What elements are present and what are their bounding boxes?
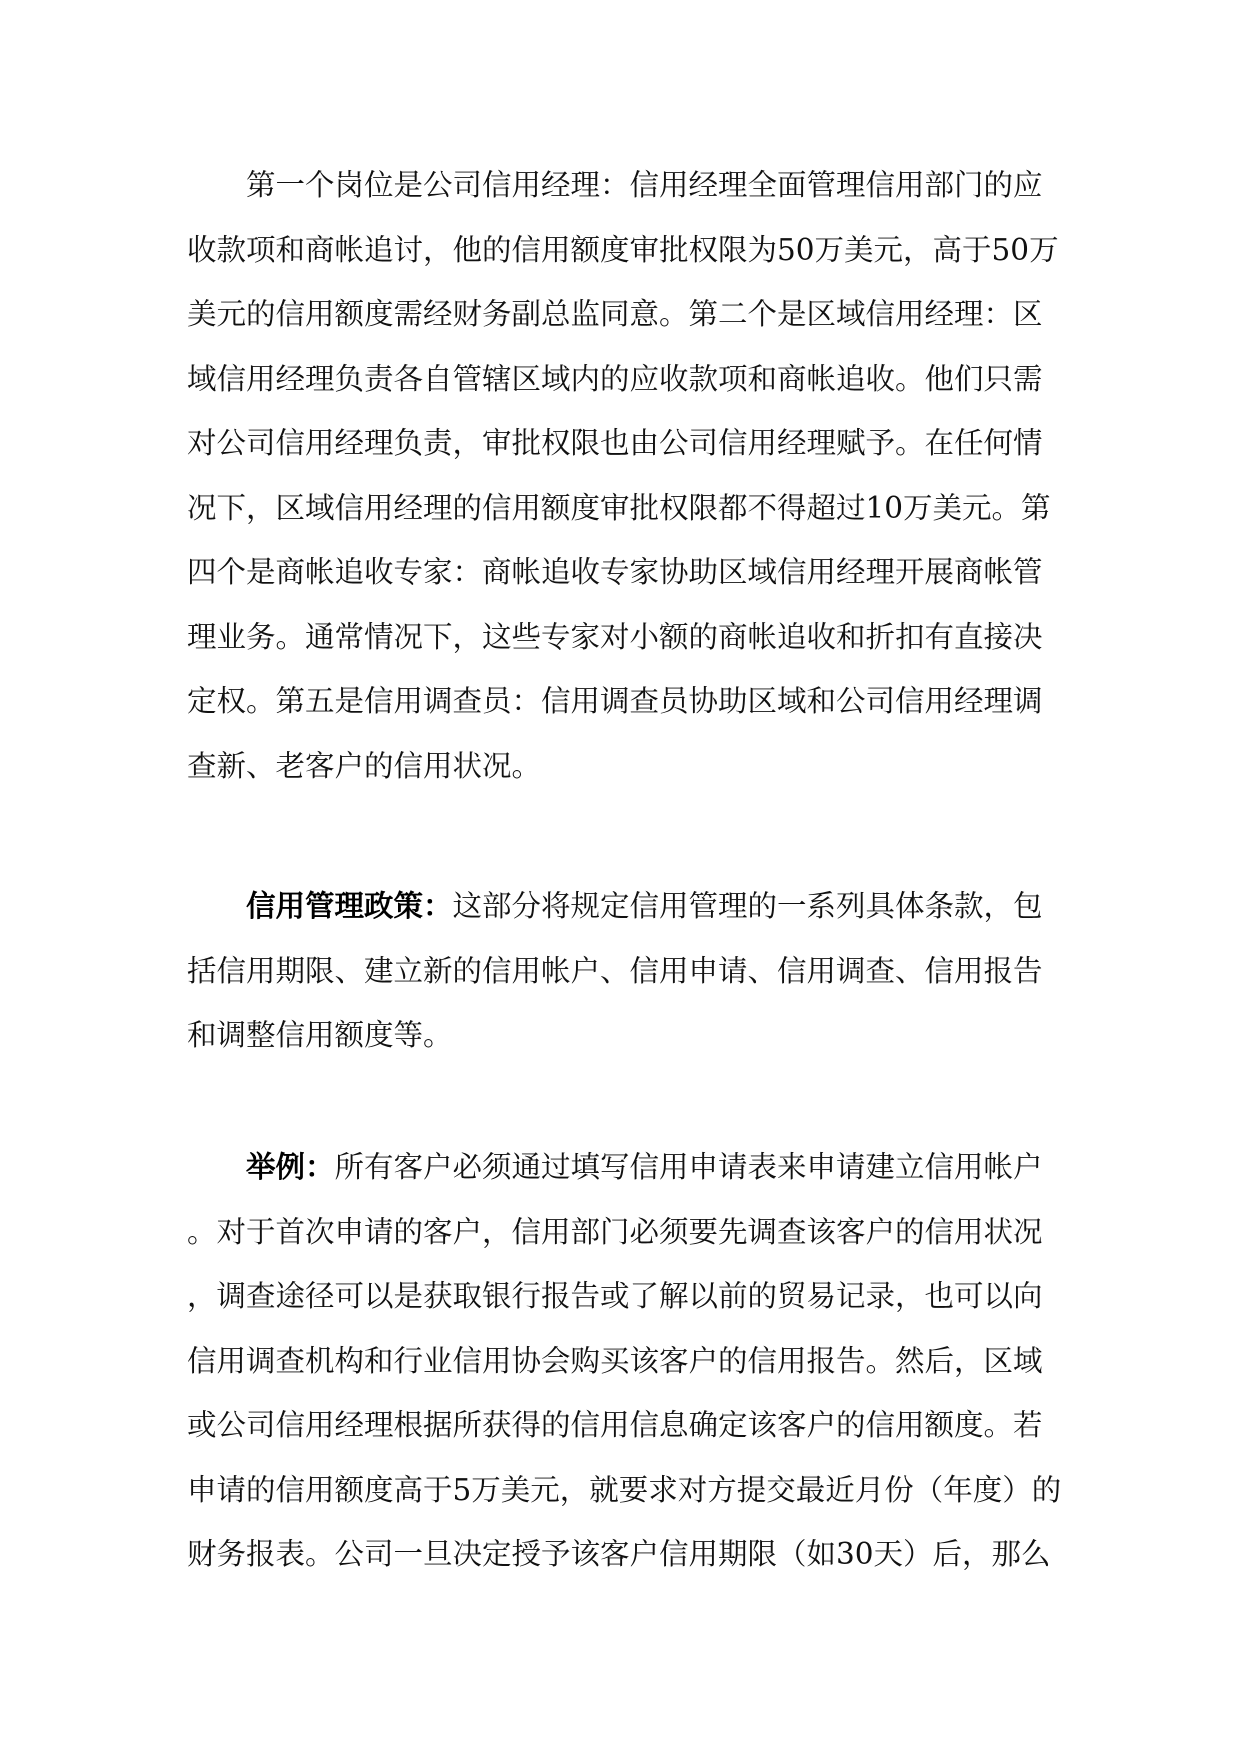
text-line: 财务报表。公司一旦决定授予该客户信用期限（如30天）后，那么 (187, 1537, 1051, 1571)
text-line: 信用调查机构和行业信用协会购买该客户的信用报告。然后，区域 (187, 1343, 1043, 1378)
text-line: 域信用经理负责各自管辖区域内的应收款项和商帐追收。他们只需 (187, 361, 1043, 396)
text-line: 括信用期限、建立新的信用帐户、信用申请、信用调查、信用报告 (187, 953, 1043, 988)
text-line: 定权。第五是信用调查员：信用调查员协助区域和公司信用经理调 (187, 684, 1043, 718)
text-fragment: 这部分将规定信用管理的一系列具体条款，包 (452, 889, 1043, 923)
text-line: 收款项和商帐追讨，他的信用额度审批权限为50万美元，高于50万 (187, 232, 1059, 267)
text-line (187, 1135, 1067, 1200)
text-line: 美元的信用额度需经财务副总监同意。第二个是区域信用经理：区 (187, 297, 1043, 331)
text-line: 申请的信用额度高于5万美元，就要求对方提交最近月份（年度）的 (187, 1472, 1062, 1507)
paragraph-lead-heading: 信用管理政策： (246, 889, 453, 923)
text-line: 。对于首次申请的客户，信用部门必须要先调查该客户的信用状况 (187, 1214, 1043, 1249)
paragraph-lead-heading: 举例： (246, 1150, 335, 1184)
text-fragment: 所有客户必须通过填写信用申请表来申请建立信用帐户 (334, 1150, 1043, 1184)
text-line: 查新、老客户的信用状况。 (187, 748, 542, 783)
text-line: 或公司信用经理根据所获得的信用信息确定该客户的信用额度。若 (187, 1408, 1043, 1442)
text-line: 和调整信用额度等。 (187, 1018, 453, 1052)
text-line (187, 874, 1067, 939)
text-line: 理业务。通常情况下，这些专家对小额的商帐追收和折扣有直接决 (187, 619, 1043, 654)
text-line: 况下，区域信用经理的信用额度审批权限都不得超过10万美元。第 (187, 490, 1051, 525)
text-line: 四个是商帐追收专家：商帐追收专家协助区域信用经理开展商帐管 (187, 555, 1043, 589)
text-line: 第一个岗位是公司信用经理：信用经理全面管理信用部门的应 (246, 168, 1043, 202)
paragraph-credit-policy (187, 874, 1067, 1068)
text-line: 对公司信用经理负责，审批权限也由公司信用经理赋予。在任何情 (187, 426, 1043, 460)
text-line: ，调查途径可以是获取银行报告或了解以前的贸易记录，也可以向 (187, 1279, 1043, 1313)
paragraph-example (187, 1135, 1067, 1587)
paragraph-credit-positions (187, 153, 1067, 798)
